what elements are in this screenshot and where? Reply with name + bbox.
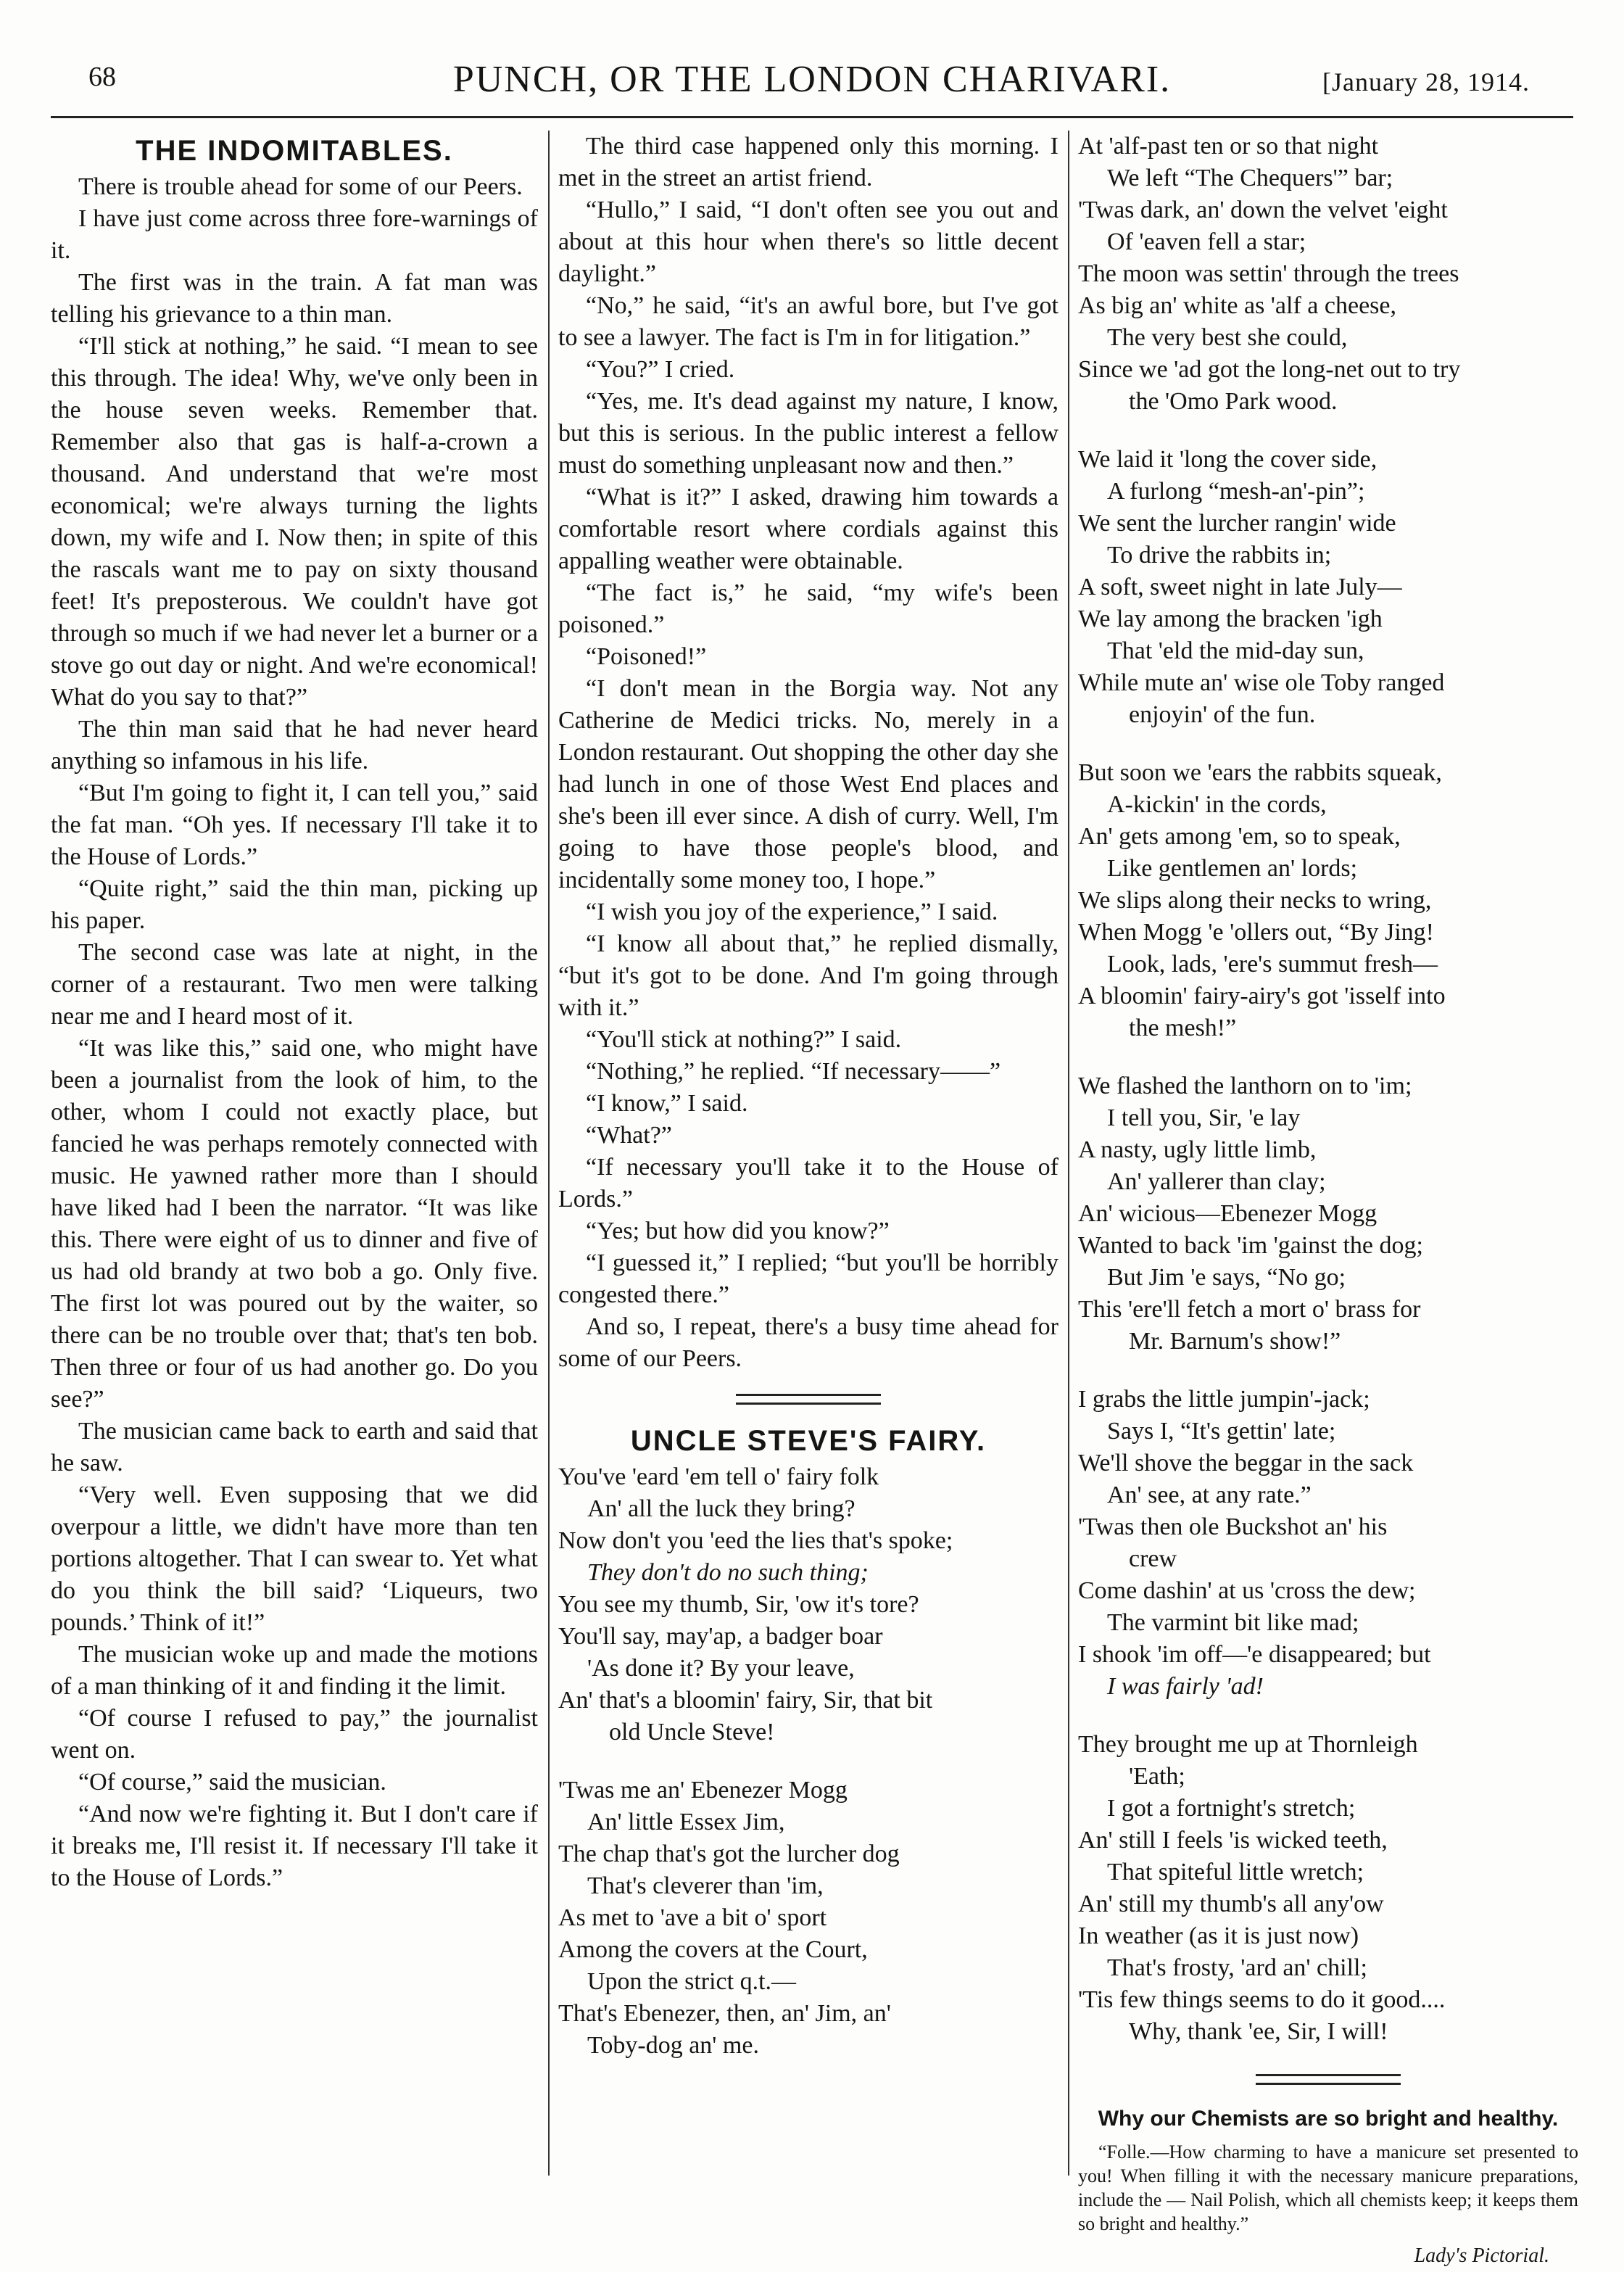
poem-line: At 'alf-past ten or so that night: [1078, 133, 1379, 160]
paragraph: The musician came back to earth and said that he saw.: [51, 1418, 538, 1476]
paragraph: “Yes; but how did you know?”: [586, 1218, 890, 1244]
poem-line: We slips along their necks to wring,: [1078, 887, 1432, 914]
poem-line: You'll say, may'ap, a badger boar: [558, 1623, 883, 1650]
column-2: [558, 131, 1058, 2183]
paragraph: “You'll stick at nothing?” I said.: [586, 1026, 902, 1053]
poem-continued: [1078, 131, 1578, 2048]
poem-line: You see my thumb, Sir, 'ow it's tore?: [558, 1591, 919, 1618]
poem-line: To drive the rabbits in;: [1107, 542, 1332, 569]
paragraph: “If necessary you'll take it to the House of Lords.”: [558, 1154, 1058, 1213]
poem-line: crew: [1129, 1545, 1177, 1572]
column-3: [1078, 131, 1578, 2267]
poem-line: That's frosty, 'ard an' chill;: [1107, 1954, 1367, 1981]
poem-line: While mute an' wise ole Toby ranged: [1078, 669, 1445, 696]
column-divider: [1068, 131, 1069, 2176]
poem-title: UNCLE STEVE'S FAIRY.: [630, 1425, 987, 1457]
paragraph: “Of course I refused to pay,” the journalist went on.: [51, 1705, 538, 1764]
paragraph: “I don't mean in the Borgia way. Not any Catherine de Medici tricks. No, merely in a London restaurant. Out shopping the other day she had lunch in one of those West End places and she's been ill ever since. A dish of curry. Well, I'm going to have those people's blood, and incidentally some money too, I hope.”: [558, 675, 1058, 893]
poem-line: An' wicious—Ebenezer Mogg: [1078, 1200, 1378, 1227]
poem-line: As met to 'ave a bit o' sport: [558, 1904, 827, 1931]
poem-line: Upon the strict q.t.—: [587, 1968, 797, 1995]
poem-line: 'Tis few things seems to do it good....: [1078, 1986, 1446, 2013]
poem-line: Since we 'ad got the long-net out to try: [1078, 356, 1461, 383]
poem-line: I shook 'im off—'e disappeared; but: [1078, 1641, 1431, 1668]
poem-line: An' gets among 'em, so to speak,: [1078, 823, 1401, 850]
paragraph: “Quite right,” said the thin man, picking up his paper.: [51, 875, 538, 934]
poem-line: Among the covers at the Court,: [558, 1936, 868, 1963]
paragraph: “I guessed it,” I replied; “but you'll be horribly congested there.”: [558, 1249, 1058, 1308]
poem-line: old Uncle Steve!: [609, 1719, 775, 1746]
snippet-source: Lady's Pictorial.: [1414, 2244, 1549, 2267]
poem-line: The chap that's got the lurcher dog: [558, 1841, 900, 1867]
poem-line: I got a fortnight's stretch;: [1107, 1795, 1356, 1822]
poem-line: A furlong “mesh-an'-pin”;: [1107, 478, 1365, 505]
poem-line: We flashed the lanthorn on to 'im;: [1078, 1073, 1412, 1099]
poem-line: That's Ebenezer, then, an' Jim, an': [558, 2000, 891, 2027]
poem-line: An' still my thumb's all any'ow: [1078, 1891, 1384, 1917]
page-number: 68: [88, 62, 116, 92]
poem-line: I tell you, Sir, 'e lay: [1107, 1104, 1301, 1131]
poem-line: the 'Omo Park wood.: [1129, 388, 1338, 415]
section-divider: [1256, 2074, 1401, 2085]
poem-line: That spiteful little wretch;: [1107, 1859, 1364, 1885]
poem-line: Toby-dog an' me.: [587, 2032, 759, 2059]
poem-line: A nasty, ugly little limb,: [1078, 1136, 1317, 1163]
paragraph: “Poisoned!”: [586, 643, 707, 670]
poem-line: I grabs the little jumpin'-jack;: [1078, 1386, 1370, 1413]
poem-line: Says I, “It's gettin' late;: [1107, 1418, 1336, 1445]
poem-line: An' all the luck they bring?: [587, 1495, 856, 1522]
poem-line: A bloomin' fairy-airy's got 'isself into: [1078, 983, 1446, 1009]
stanza: [1078, 1384, 1578, 1703]
paragraph: “I know all about that,” he replied dismally, “but it's got to be done. And I'm going through with it.”: [558, 930, 1058, 1021]
paragraph: The second case was late at night, in the corner of a restaurant. Two men were talking near me and I heard most of it.: [51, 939, 538, 1030]
poem-line: They brought me up at Thornleigh: [1078, 1731, 1418, 1758]
poem-line: Wanted to back 'im 'gainst the dog;: [1078, 1232, 1423, 1259]
paragraph: And so, I repeat, there's a busy time ahead for some of our Peers.: [558, 1313, 1058, 1372]
paragraph: “Hullo,” I said, “I don't often see you out and about at this hour when there's so little decent daylight.”: [558, 197, 1058, 287]
poem-line: An' still I feels 'is wicked teeth,: [1078, 1827, 1388, 1854]
poem-line: 'Twas dark, an' down the velvet 'eight: [1078, 197, 1448, 223]
poem-line: This 'ere'll fetch a mort o' brass for: [1078, 1296, 1421, 1323]
poem-line: We laid it 'long the cover side,: [1078, 446, 1378, 473]
poem-line: the mesh!”: [1129, 1015, 1237, 1041]
poem-line: An' little Essex Jim,: [587, 1809, 785, 1835]
paragraph: “I'll stick at nothing,” he said. “I mean to see this through. The idea! Why, we've only been in the house seven weeks. Remember that. Remember also that gas is half-a-crown a thousand. And understand that we're most economical; we're always turning the lights down, my wife and I. Now then; in spite of this the rascals want me to pay on sixty thousand feet! It's preposterous. We couldn't have got through so much if we had never let a burner or a stove go out day or night. And we're economical! What do you say to that?”: [51, 333, 538, 711]
paragraph: The third case happened only this morning. I met in the street an artist friend.: [558, 133, 1058, 191]
poem: [558, 1461, 1058, 2062]
paragraph: “And now we're fighting it. But I don't care if it breaks me, I'll resist it. If necessary I'll take it to the House of Lords.”: [51, 1801, 538, 1891]
page-header: [51, 51, 1573, 118]
poem-line: 'Eath;: [1129, 1763, 1185, 1790]
poem-line: 'Twas then ole Buckshot an' his: [1078, 1513, 1388, 1540]
stanza: [1078, 757, 1578, 1044]
paragraph: “What?”: [586, 1122, 672, 1149]
poem-line: That 'eld the mid-day sun,: [1107, 637, 1364, 664]
paragraph: There is trouble ahead for some of our Peers.: [78, 173, 523, 200]
poem-line: A soft, sweet night in late July—: [1078, 574, 1402, 600]
poem-line: I was fairly 'ad!: [1107, 1673, 1264, 1700]
poem-line: We left “The Chequers'” bar;: [1107, 165, 1393, 191]
paragraph: “Yes, me. It's dead against my nature, I know, but this is serious. In the public interest a fellow must do something unpleasant now and then.”: [558, 388, 1058, 479]
stanza: [1078, 1070, 1578, 1358]
paragraph: “Of course,” said the musician.: [78, 1769, 386, 1796]
paragraph: “I wish you joy of the experience,” I said.: [586, 899, 998, 925]
poem-line: enjoyin' of the fun.: [1129, 701, 1316, 728]
stanza: [558, 1461, 1058, 1748]
poem-line: Look, lads, 'ere's summut fresh—: [1107, 951, 1438, 978]
poem-line: They don't do no such thing;: [587, 1559, 869, 1586]
poem-line: That's cleverer than 'im,: [587, 1872, 824, 1899]
poem-line: Like gentlemen an' lords;: [1107, 855, 1358, 882]
poem-line: The moon was settin' through the trees: [1078, 260, 1459, 287]
poem-line: Mr. Barnum's show!”: [1129, 1328, 1341, 1355]
poem-line: Why, thank 'ee, Sir, I will!: [1129, 2018, 1388, 2045]
poem-line: We'll shove the beggar in the sack: [1078, 1450, 1414, 1476]
poem-line: The varmint bit like mad;: [1107, 1609, 1359, 1636]
paragraph: The musician woke up and made the motions of a man thinking of it and finding it the limit.: [51, 1641, 538, 1700]
paragraph: “You?” I cried.: [586, 356, 735, 383]
poem-line: An' yallerer than clay;: [1107, 1168, 1326, 1195]
column-divider: [548, 131, 550, 2176]
column-1: [51, 131, 538, 2183]
paragraph: “The fact is,” he said, “my wife's been poisoned.”: [558, 579, 1058, 638]
snippet-title: Why our Chemists are so bright and healthy.: [1098, 2107, 1559, 2131]
poem-line: An' that's a bloomin' fairy, Sir, that bit: [558, 1687, 933, 1714]
poem-line: 'Twas me an' Ebenezer Mogg: [558, 1777, 848, 1804]
poem-line: In weather (as it is just now): [1078, 1922, 1359, 1949]
section-divider: [736, 1394, 881, 1405]
paragraph: “Nothing,” he replied. “If necessary——”: [586, 1058, 1001, 1085]
stanza: [1078, 444, 1578, 731]
poem-line: As big an' white as 'alf a cheese,: [1078, 292, 1396, 319]
paragraph: “No,” he said, “it's an awful bore, but I've got to see a lawyer. The fact is I'm in for litigation.”: [558, 292, 1058, 351]
poem-line: The very best she could,: [1107, 324, 1348, 351]
poem-line: A-kickin' in the cords,: [1107, 791, 1327, 818]
poem-line: An' see, at any rate.”: [1107, 1482, 1312, 1508]
stanza: [1078, 1729, 1578, 2048]
paragraph: The first was in the train. A fat man was telling his grievance to a thin man.: [51, 269, 538, 328]
paragraph: I have just come across three fore-warnings of it.: [51, 205, 538, 264]
paragraph: “It was like this,” said one, who might have been a journalist from the look of him, to the other, whom I could not exactly place, but fancied he was perhaps remotely connected with music. He yawned rather more than I should have liked had I been the narrator. “It was like this. There were eight of us to dinner and five of us had old brandy at two bob a go. Only five. The first lot was poured out by the waiter, so there can be no trouble over that; that's ten bob. Then three or four of us had another go. Do you see?”: [51, 1035, 538, 1413]
poem-line: Now don't you 'eed the lies that's spoke;: [558, 1527, 953, 1554]
article-title: THE INDOMITABLES.: [136, 135, 453, 167]
poem-line: We lay among the bracken 'igh: [1078, 606, 1383, 632]
poem-line: You've 'eard 'em tell o' fairy folk: [558, 1463, 879, 1490]
paragraph: “Very well. Even supposing that we did overpour a little, we didn't have more than ten portions altogether. That I can swear to. Yet what do you think the bill said? ‘Liqueurs, two pounds.’ Think of it!”: [51, 1482, 538, 1636]
poem-line: When Mogg 'e 'ollers out, “By Jing!: [1078, 919, 1435, 946]
paragraph: “But I'm going to fight it, I can tell you,” said the fat man. “Oh yes. If necessary I'll take it to the House of Lords.”: [51, 780, 538, 870]
poem-line: 'As done it? By your leave,: [587, 1655, 855, 1682]
poem-line: Come dashin' at us 'cross the dew;: [1078, 1577, 1416, 1604]
poem-line: We sent the lurcher rangin' wide: [1078, 510, 1396, 537]
paragraph: The thin man said that he had never heard anything so infamous in his life.: [51, 716, 538, 774]
poem-line: Of 'eaven fell a star;: [1107, 228, 1306, 255]
stanza: [558, 1775, 1058, 2062]
masthead: PUNCH, OR THE LONDON CHARIVARI.: [452, 59, 1172, 100]
poem-line: But Jim 'e says, “No go;: [1107, 1264, 1346, 1291]
paragraph: “I know,” I said.: [586, 1090, 748, 1117]
paragraph: “What is it?” I asked, drawing him towards a comfortable resort where cordials against this appalling weather were obtainable.: [558, 484, 1058, 574]
snippet-quote: “Folle.—How charming to have a manicure set presented to you! When filling it with the necessary manicure preparations, include the — Nail Polish, which all chemists keep; it keeps them so bright and healthy.”: [1078, 2141, 1578, 2234]
stanza: [1078, 131, 1578, 418]
poem-line: But soon we 'ears the rabbits squeak,: [1078, 759, 1442, 786]
issue-date: [January 28, 1914.: [1322, 67, 1530, 96]
